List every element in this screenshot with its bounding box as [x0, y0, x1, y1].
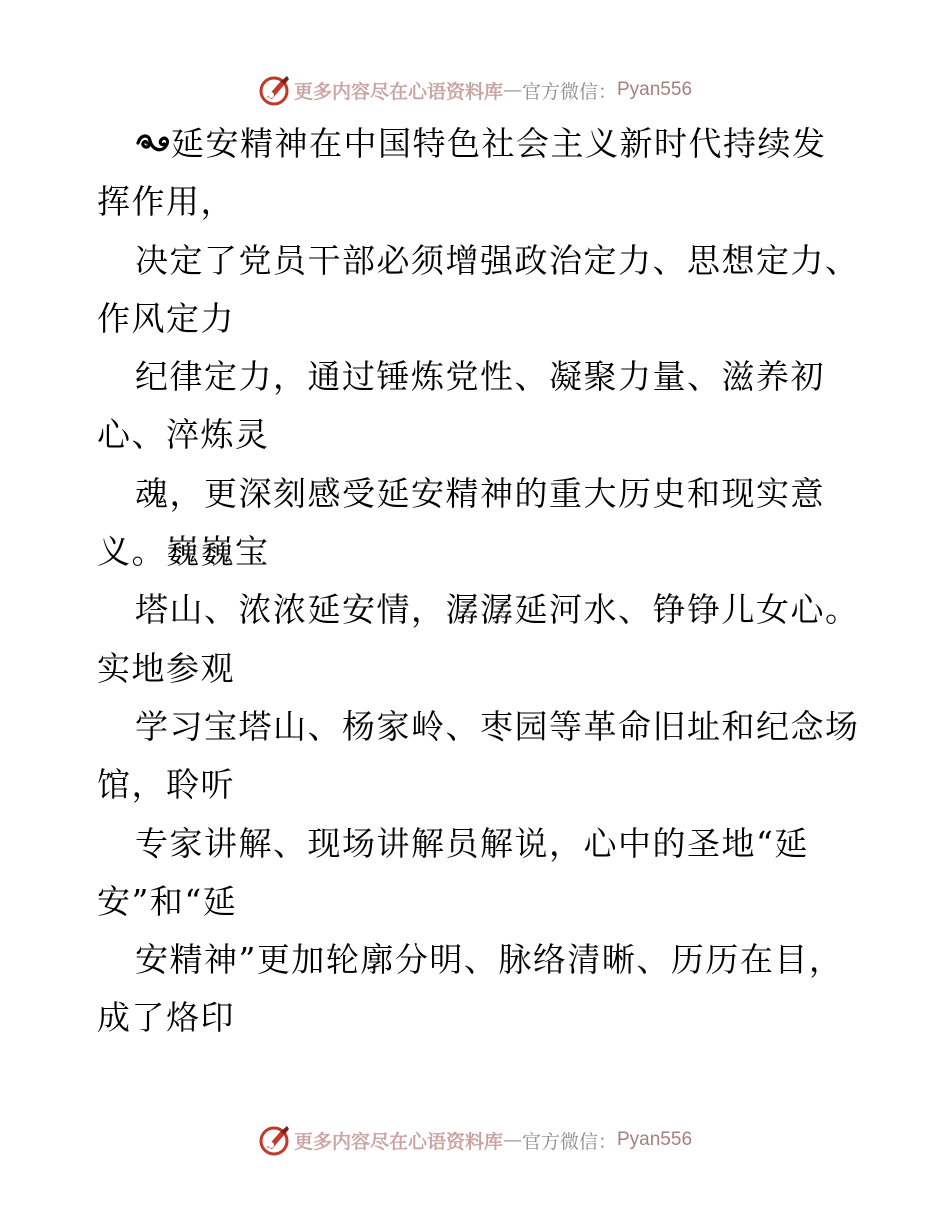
- body-line-8: 义。巍巍宝: [97, 532, 270, 572]
- body-line-4: 作风定力: [97, 298, 235, 338]
- body-line-14: 安”和“延: [97, 881, 238, 921]
- document-body: [97, 115, 877, 1048]
- header-wechat-id: Pyan556: [617, 79, 693, 100]
- body-line-9: 塔山、浓浓延安情，潺潺延河水、铮铮儿女心。: [135, 590, 860, 630]
- body-line-7: 魂，更深刻感受延安精神的重大历史和现实意: [135, 473, 825, 513]
- body-line-text: 延安精神在中国特色社会主义新时代持续发: [171, 124, 827, 163]
- header-banner: [0, 70, 950, 110]
- body-line-6: 心、淬炼灵: [97, 415, 270, 455]
- footer-separator: —: [502, 1129, 522, 1151]
- body-line-1: [97, 115, 877, 173]
- logo-icon: [258, 73, 292, 107]
- body-line-11: 学习宝塔山、杨家岭、枣园等革命旧址和纪念场: [135, 706, 860, 746]
- body-line-10: 实地参观: [97, 648, 235, 688]
- body-line-16: 成了烙印: [97, 998, 235, 1038]
- body-line-13: 专家讲解、现场讲解员解说，心中的圣地“延: [135, 823, 809, 863]
- footer-brand-text: 更多内容尽在心语资料库: [293, 1130, 503, 1153]
- body-line-5: 纪律定力，通过锤炼党性、凝聚力量、滋养初: [135, 357, 825, 397]
- footer-wechat-id: Pyan556: [617, 1129, 693, 1150]
- body-line-2: 挥作用，: [97, 182, 235, 222]
- header-official-label: 官方微信：: [521, 80, 617, 103]
- logo-icon: [258, 1123, 292, 1157]
- header-brand-text: 更多内容尽在心语资料库: [293, 80, 503, 103]
- body-line-12: 馆，聆听: [97, 765, 235, 805]
- decorative-bullet-icon: [135, 129, 171, 159]
- footer-official-label: 官方微信：: [521, 1130, 617, 1153]
- body-line-3: 决定了党员干部必须增强政治定力、思想定力、: [135, 240, 860, 280]
- body-line-15: 安精神”更加轮廓分明、脉络清晰、历历在目，: [135, 940, 844, 980]
- footer-banner: [0, 1120, 950, 1160]
- header-separator: —: [502, 79, 522, 101]
